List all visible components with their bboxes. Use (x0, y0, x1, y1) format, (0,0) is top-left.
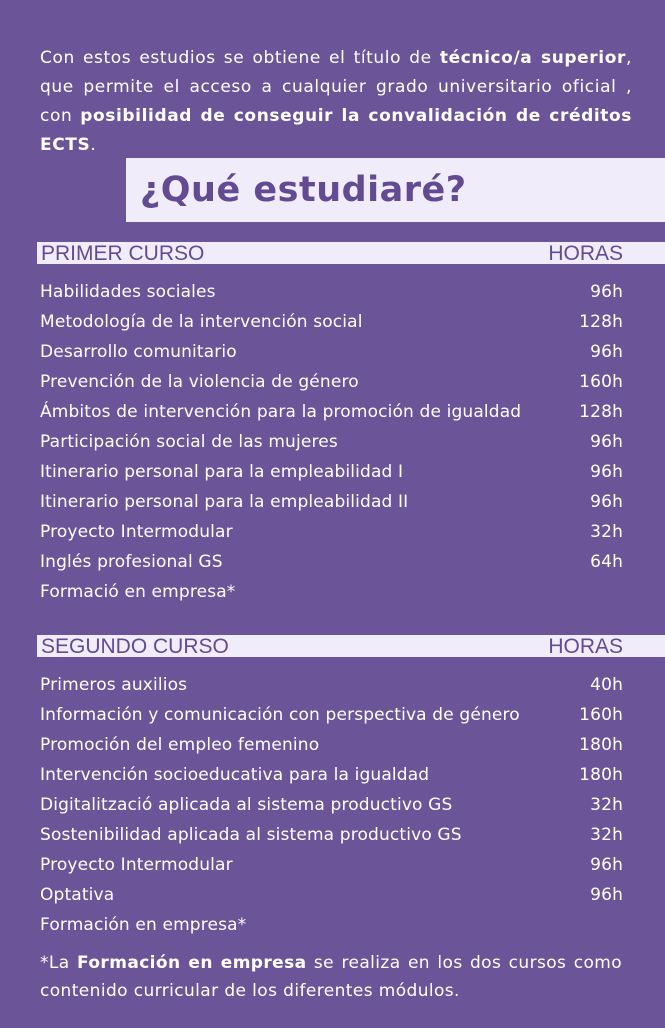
module-row (40, 487, 623, 517)
module-row (40, 880, 623, 910)
second-course-list (40, 670, 623, 940)
module-name: Primeros auxilios (40, 675, 188, 695)
intro-bold-2: posibilidad de conseguir la convalidación de créditos ECTS (40, 106, 632, 155)
module-row (40, 367, 623, 397)
module-name: Información y comunicación con perspectiva de género (40, 705, 520, 725)
module-name: Participación social de las mujeres (40, 432, 338, 452)
first-course-title: PRIMER CURSO (41, 242, 205, 265)
module-hours: 32h (590, 795, 623, 815)
module-hours: 96h (590, 432, 623, 452)
module-hours: 160h (579, 705, 623, 725)
footnote-text-2: se realiza en los dos cursos como contenido curricular de los diferentes módulos. (40, 953, 623, 1001)
module-row (40, 850, 623, 880)
module-name: Desarrollo comunitario (40, 342, 237, 362)
module-hours: 160h (579, 372, 623, 392)
module-name: Formació en empresa* (40, 582, 236, 602)
intro-text-2: , que permite el acceso a cualquier grado universitario oficial , con (40, 48, 632, 126)
footnote (40, 949, 622, 1005)
module-row (40, 307, 623, 337)
page-title: ¿Qué estudiaré? (140, 170, 467, 210)
intro-text-3: . (90, 135, 97, 155)
module-row (40, 277, 623, 307)
module-hours: 128h (579, 402, 623, 422)
module-hours: 96h (590, 885, 623, 905)
module-hours: 96h (590, 342, 623, 362)
second-course-hours-header: HORAS (548, 635, 623, 658)
intro-text-1: Con estos estudios se obtiene el título de (40, 48, 440, 68)
module-name: Ámbitos de intervención para la promoción de igualdad (40, 402, 522, 422)
module-row (40, 547, 623, 577)
first-course-list (40, 277, 623, 607)
module-row (40, 337, 623, 367)
module-name: Digitalització aplicada al sistema productivo GS (40, 795, 453, 815)
module-hours: 64h (590, 552, 623, 572)
second-course-header (37, 635, 665, 657)
module-hours: 128h (579, 312, 623, 332)
intro-bold-1: técnico/a superior (439, 48, 626, 68)
module-name: Optativa (40, 885, 115, 905)
module-name: Proyecto Intermodular (40, 855, 233, 875)
first-course-header (37, 242, 665, 264)
module-row (40, 517, 623, 547)
module-name: Habilidades sociales (40, 282, 216, 302)
module-name: Proyecto Intermodular (40, 522, 233, 542)
module-row (40, 910, 623, 940)
module-hours: 96h (590, 282, 623, 302)
module-name: Sostenibilidad aplicada al sistema productivo GS (40, 825, 462, 845)
module-hours: 180h (579, 735, 623, 755)
second-course-title: SEGUNDO CURSO (41, 635, 229, 658)
module-name: Formación en empresa* (40, 915, 247, 935)
module-row (40, 760, 623, 790)
module-row (40, 397, 623, 427)
module-row (40, 427, 623, 457)
module-name: Itinerario personal para la empleabilidad I (40, 462, 404, 482)
module-row (40, 457, 623, 487)
module-hours: 32h (590, 825, 623, 845)
module-row (40, 670, 623, 700)
module-hours: 96h (590, 462, 623, 482)
module-hours: 96h (590, 492, 623, 512)
module-name: Inglés profesional GS (40, 552, 223, 572)
module-row (40, 820, 623, 850)
module-name: Promoción del empleo femenino (40, 735, 320, 755)
module-hours: 96h (590, 855, 623, 875)
intro-paragraph (40, 44, 632, 160)
module-name: Intervención socioeducativa para la igualdad (40, 765, 430, 785)
module-row (40, 700, 623, 730)
module-hours: 32h (590, 522, 623, 542)
module-name: Itinerario personal para la empleabilidad II (40, 492, 409, 512)
footnote-text-1: *La (40, 953, 78, 973)
module-hours: 40h (590, 675, 623, 695)
module-row (40, 730, 623, 760)
footnote-bold: Formación en empresa (77, 953, 307, 973)
module-hours: 180h (579, 765, 623, 785)
module-row (40, 577, 623, 607)
module-row (40, 790, 623, 820)
first-course-hours-header: HORAS (548, 242, 623, 265)
module-name: Metodología de la intervención social (40, 312, 363, 332)
module-name: Prevención de la violencia de género (40, 372, 359, 392)
